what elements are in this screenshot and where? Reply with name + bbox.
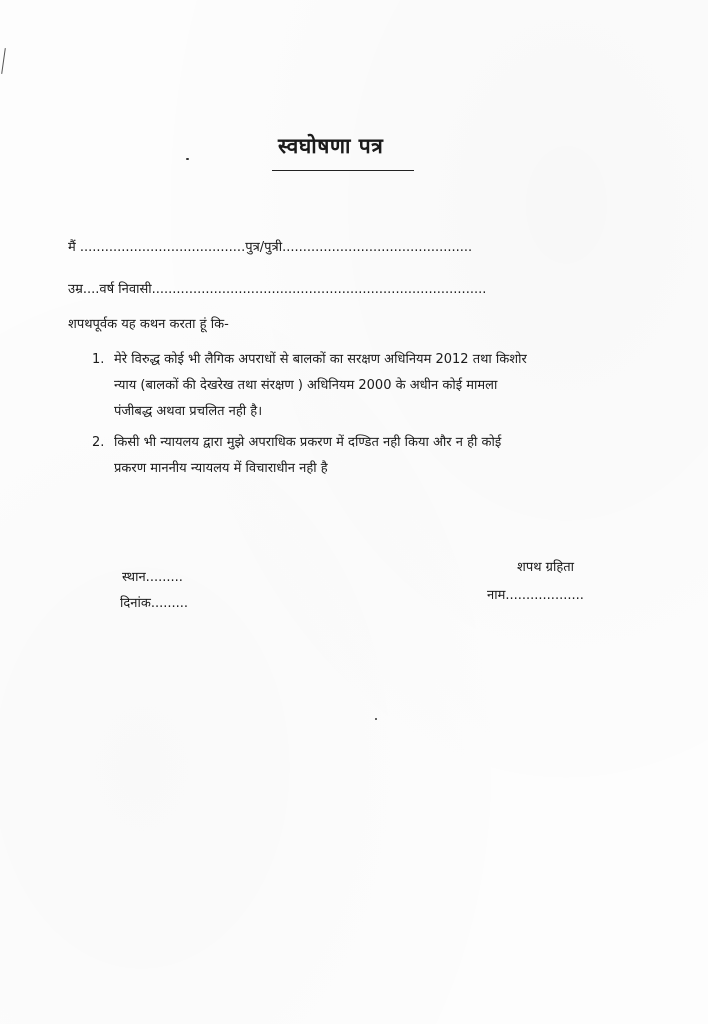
place-field: स्थान.........	[122, 570, 183, 585]
item-line: पंजीबद्ध अथवा प्रचलित नही है।	[114, 404, 263, 419]
item-number: 1.	[92, 352, 105, 367]
scan-edge-mark	[1, 48, 6, 74]
item-text	[114, 347, 527, 425]
oath-intro: शपथपूर्वक यह कथन करता हूं कि-	[68, 317, 229, 332]
item-line: प्रकरण माननीय न्यायलय में विचाराधीन नही है	[114, 461, 328, 476]
item-text	[114, 430, 502, 482]
date-field: दिनांक.........	[120, 596, 189, 611]
item-line: न्याय (बालकों की देखरेख तथा संरक्षण ) अधिनियम 2000 के अधीन कोई मामला	[114, 378, 498, 393]
oath-taker-label: शपथ ग्रहिता	[517, 560, 575, 575]
name-line: मैं ........................................पुत्र/पुत्री..............................................	[68, 240, 473, 255]
item-number: 2.	[92, 435, 105, 450]
title-underline	[272, 170, 414, 171]
scan-speck	[186, 158, 189, 160]
item-line: किसी भी न्यायलय द्वारा मुझे अपराधिक प्रकरण में दण्डित नही किया और न ही कोई	[114, 435, 502, 450]
age-residence-line: उम्र....वर्ष निवासी.................................................................................	[68, 282, 487, 297]
name-field: नाम...................	[487, 588, 584, 603]
scan-speck	[375, 718, 377, 720]
item-line: मेरे विरुद्ध कोई भी लैगिक अपराधों से बालकों का सरक्षण अधिनियम 2012 तथा किशोर	[114, 352, 527, 367]
document-title: स्वघोषणा पत्र	[278, 134, 384, 158]
